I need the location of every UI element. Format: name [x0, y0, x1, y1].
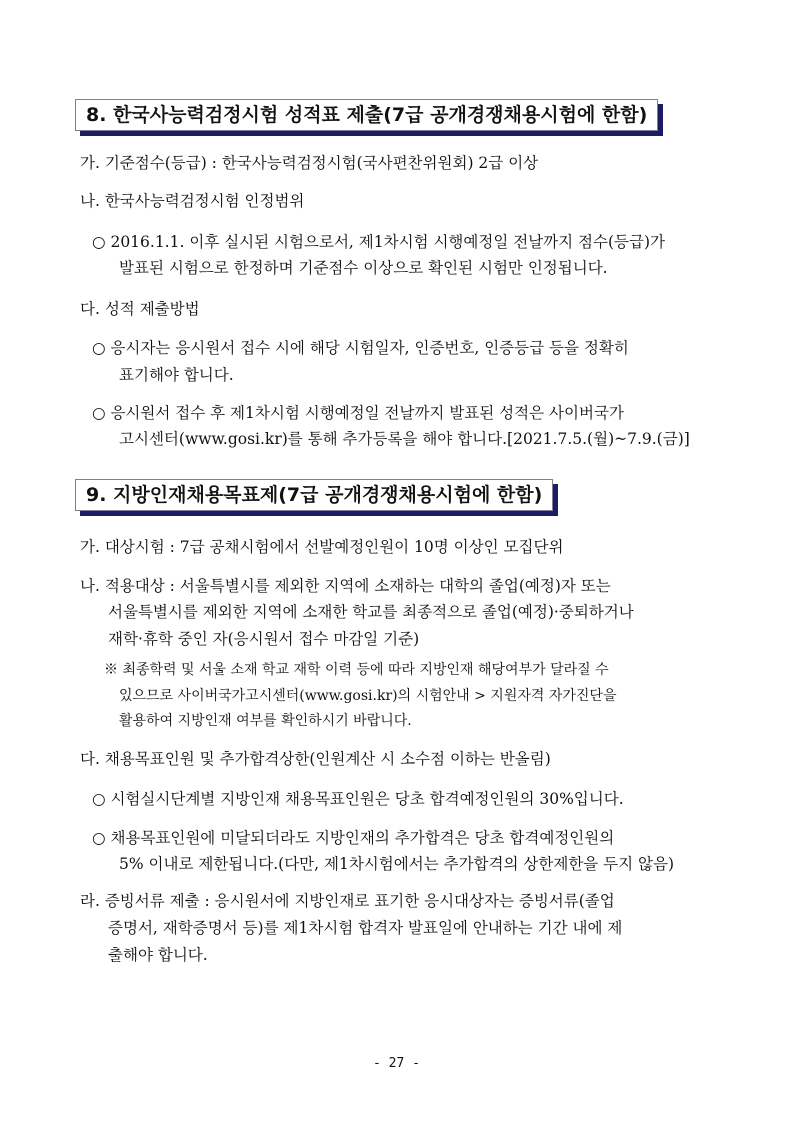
target-exam-line: 가. 대상시험 : 7급 공채시험에서 선발예정인원이 10명 이상인 모집단위 — [80, 538, 564, 556]
submission-bullet-2-line-1: ○ 응시원서 접수 후 제1차시험 시행예정일 전날까지 발표된 성적은 사이버국가 — [92, 404, 624, 422]
recognition-bullet-line-2: 발표된 시험으로 한정하며 기준점수 이상으로 확인된 시험만 인정됩니다. — [119, 259, 608, 277]
submission-method-heading: 다. 성적 제출방법 — [80, 300, 200, 318]
submission-bullet-2-line-2: 고시센터(www.gosi.kr)를 통해 추가등록을 해야 합니다.[2021.7.5.(월)~7.9.(금)] — [119, 430, 690, 448]
note-line-2: 있으므로 사이버국가고시센터(www.gosi.kr)의 시험안내 > 지원자격 자가진단을 — [119, 688, 617, 704]
page-number: - 27 - — [373, 1056, 420, 1071]
submission-bullet-1-line-2: 표기해야 합니다. — [119, 366, 234, 384]
criteria-line: 가. 기준점수(등급) : 한국사능력검정시험(국사편찬위원회) 2급 이상 — [80, 154, 539, 172]
documents-line-1: 라. 증빙서류 제출 : 응시원서에 지방인재로 표기한 응시대상자는 증빙서류(졸업 — [80, 892, 615, 910]
documents-line-3: 출해야 합니다. — [108, 946, 208, 964]
submission-bullet-1-line-1: ○ 응시자는 응시원서 접수 시에 해당 시험일자, 인증번호, 인증등급 등을 정확히 — [92, 339, 629, 357]
quota-bullet-2-line-2: 5% 이내로 제한됩니다.(다만, 제1차시험에서는 추가합격의 상한제한을 두지 않음) — [119, 855, 675, 873]
recognition-range-heading: 나. 한국사능력검정시험 인정범위 — [80, 192, 305, 210]
section-9-title: 9. 지방인재채용목표제(7급 공개경쟁채용시험에 한함) — [75, 479, 553, 511]
target-quota-heading: 다. 채용목표인원 및 추가합격상한(인원계산 시 소수점 이하는 반올림) — [80, 750, 551, 768]
note-line-1: ※ 최종학력 및 서울 소재 학교 재학 이력 등에 따라 지방인재 해당여부가 달라질 수 — [104, 662, 609, 678]
eligibility-line-3: 재학·휴학 중인 자(응시원서 접수 마감일 기준) — [108, 630, 420, 648]
recognition-bullet-line-1: ○ 2016.1.1. 이후 실시된 시험으로서, 제1차시험 시행예정일 전날까지 점수(등급)가 — [92, 233, 666, 251]
documents-line-2: 증명서, 재학증명서 등)를 제1차시험 합격자 발표일에 안내하는 기간 내에 제 — [108, 919, 623, 937]
section-8-title: 8. 한국사능력검정시험 성적표 제출(7급 공개경쟁채용시험에 한함) — [75, 99, 658, 131]
quota-bullet-2-line-1: ○ 채용목표인원에 미달되더라도 지방인재의 추가합격은 당초 합격예정인원의 — [92, 829, 615, 847]
quota-bullet-1: ○ 시험실시단계별 지방인재 채용목표인원은 당초 합격예정인원의 30%입니다. — [92, 790, 624, 808]
eligibility-line-1: 나. 적용대상 : 서울특별시를 제외한 지역에 소재하는 대학의 졸업(예정)자 또는 — [80, 577, 611, 595]
note-line-3: 활용하여 지방인재 여부를 확인하시기 바랍니다. — [119, 713, 412, 729]
eligibility-line-2: 서울특별시를 제외한 지역에 소재한 학교를 최종적으로 졸업(예정)·중퇴하거나 — [108, 603, 634, 621]
